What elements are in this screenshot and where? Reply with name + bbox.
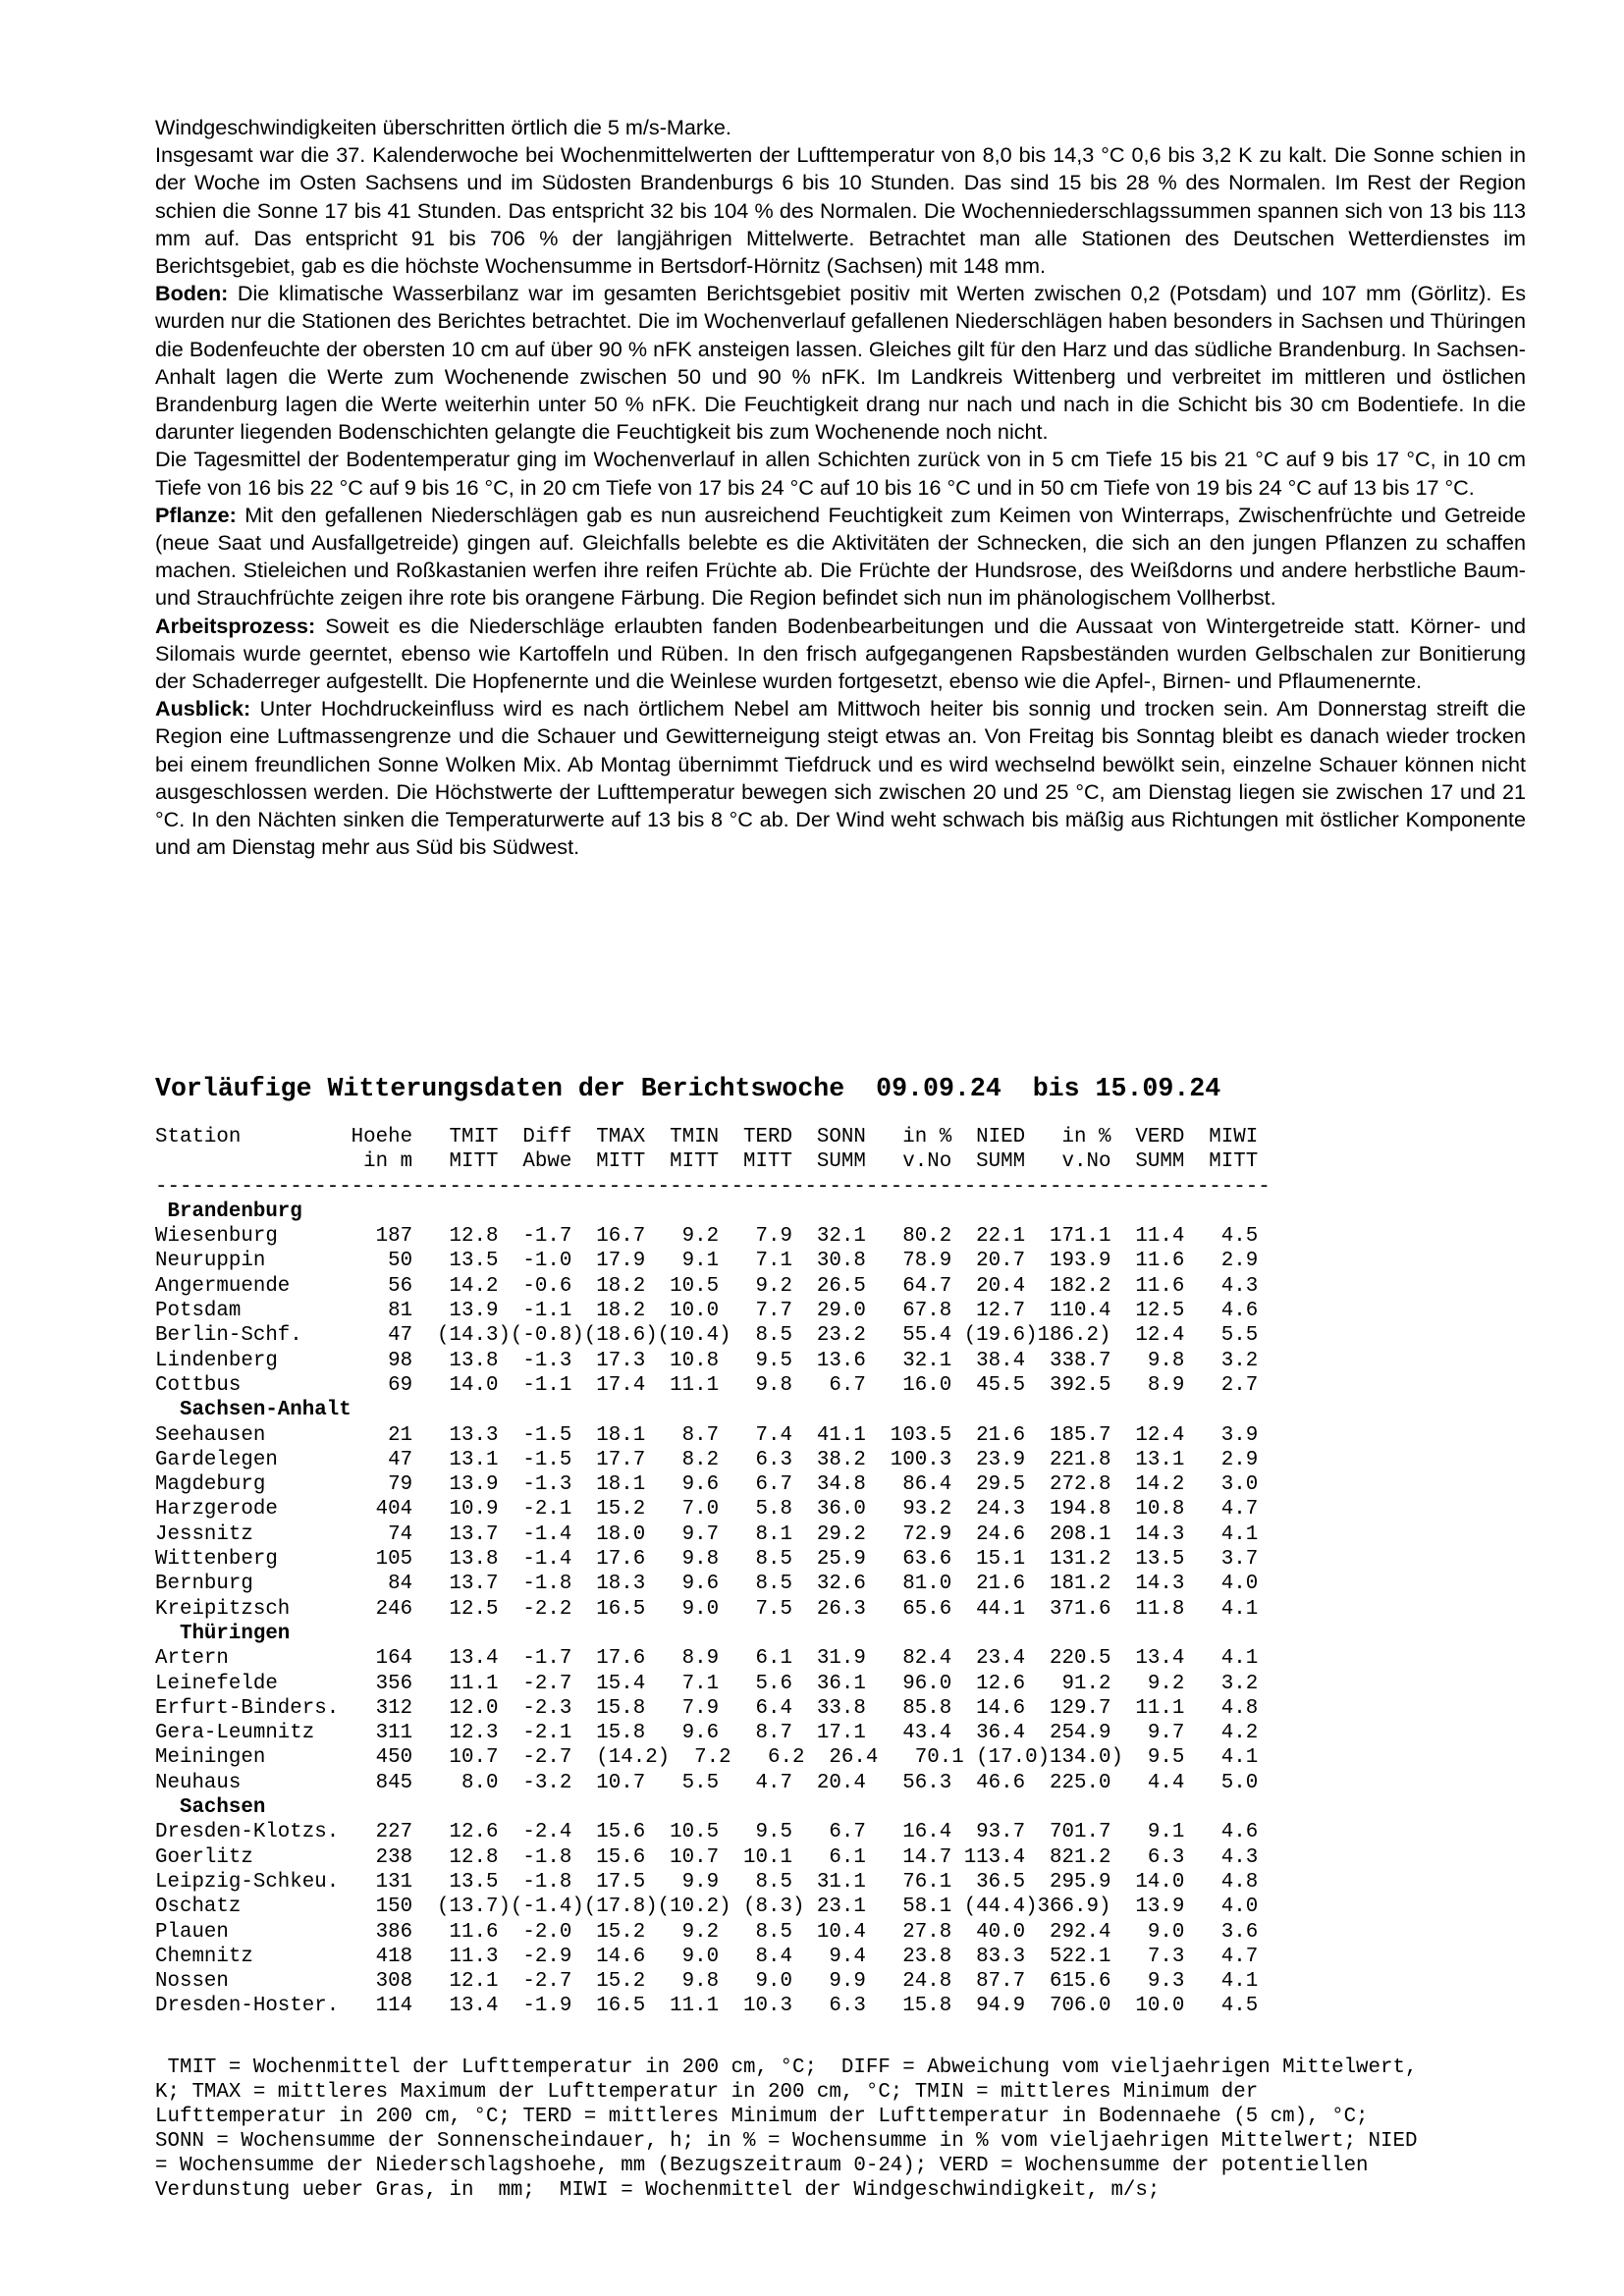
table-row: Wittenberg 105 13.8 -1.4 17.6 9.8 8.5 25.9 63.6 15.1 131.2 13.5 3.7 [155,1548,1259,1572]
table-row: Potsdam 81 13.9 -1.1 18.2 10.0 7.7 29.0 67.8 12.7 110.4 12.5 4.6 [155,1300,1259,1323]
table-group-header: Brandenburg [155,1200,302,1223]
table-row: Erfurt-Binders. 312 12.0 -2.3 15.8 7.9 6.4 33.8 85.8 14.6 129.7 11.1 4.8 [155,1696,1259,1720]
weather-data-table [155,1125,1271,2019]
table-group-header: Thüringen [155,1622,291,1645]
paragraph-text: Soweit es die Niederschläge erlaubten fanden Bodenbearbeitungen und die Aussaat von Wintergetreide statt. Körner- und Silomais wurde geerntet, ebenso wie Kartoffeln und Rüben. In den frisch aufgegangenen Rapsbeständen wurden Gelbschalen zur Bonitierung der Schaderreger aufgestellt. Die Hopfenernte und die Weinlese wurden fortgesetzt, ebenso wie die Apfel-, Birnen- und Pflaumenernte. [155,613,1526,694]
paragraph-heading: Arbeitsprozess: [155,613,316,638]
table-row: Bernburg 84 13.7 -1.8 18.3 9.6 8.5 32.6 81.0 21.6 181.2 14.3 4.0 [155,1573,1259,1596]
legend-line: TMIT = Wochenmittel der Lufttemperatur in 200 cm, °C; DIFF = Abweichung vom vieljaehrigen Mittelwert, [155,2056,1418,2079]
table-row: Goerlitz 238 12.8 -1.8 15.6 10.7 10.1 6.1 14.7 113.4 821.2 6.3 4.3 [155,1845,1259,1869]
table-row: Oschatz 150 (13.7)(-1.4)(17.8)(10.2) (8.3) 23.1 58.1 (44.4)366.9) 13.9 4.0 [155,1896,1259,1919]
report-paragraph [155,280,1526,446]
table-row: Dresden-Hoster. 114 13.4 -1.9 16.5 11.1 10.3 6.3 15.8 94.9 706.0 10.0 4.5 [155,1995,1259,2018]
table-row: Leipzig-Schkeu. 131 13.5 -1.8 17.5 9.9 8.5 31.1 76.1 36.5 295.9 14.0 4.8 [155,1870,1259,1894]
table-row: Seehausen 21 13.3 -1.5 18.1 8.7 7.4 41.1 103.5 21.6 185.7 12.4 3.9 [155,1423,1259,1447]
table-row: Neuruppin 50 13.5 -1.0 17.9 9.1 7.1 30.8 78.9 20.7 193.9 11.6 2.9 [155,1250,1259,1273]
table-group-header: Sachsen-Anhalt [155,1399,352,1422]
paragraph-text: Die Tagesmittel der Bodentemperatur ging im Wochenverlauf in allen Schichten zurück von in 5 cm Tiefe 15 bis 21 °C auf 9 bis 17 °C, in 10 cm Tiefe von 16 bis 22 °C auf 9 bis 16 °C, in 20 cm Tiefe von 17 bis 24 °C auf 10 bis 16 °C und in 50 cm Tiefe von 19 bis 24 °C auf 13 bis 17 °C. [155,447,1526,500]
legend-line: = Wochensumme der Niederschlagshoehe, mm (Bezugszeitraum 0-24); VERD = Wochensumme der potentiellen [155,2155,1369,2178]
table-row: Plauen 386 11.6 -2.0 15.2 9.2 8.5 10.4 27.8 40.0 292.4 9.0 3.6 [155,1920,1259,1944]
table-row: Nossen 308 12.1 -2.7 15.2 9.8 9.0 9.9 24.8 87.7 615.6 9.3 4.1 [155,1970,1259,1994]
table-row: Neuhaus 845 8.0 -3.2 10.7 5.5 4.7 20.4 56.3 46.6 225.0 4.4 5.0 [155,1771,1259,1794]
report-text [155,114,1526,861]
table-row: Station Hoehe TMIT Diff TMAX TMIN TERD SONN in % NIED in % VERD MIWI [155,1126,1259,1148]
legend-line: Lufttemperatur in 200 cm, °C; TERD = mittleres Minimum der Lufttemperatur in Bodennaehe (5 cm), °C; [155,2106,1369,2129]
table-legend [155,2056,1526,2204]
table-row: Angermuende 56 14.2 -0.6 18.2 10.5 9.2 26.5 64.7 20.4 182.2 11.6 4.3 [155,1274,1259,1298]
report-paragraph [155,114,1526,141]
report-paragraph [155,446,1526,501]
table-row: Artern 164 13.4 -1.7 17.6 8.9 6.1 31.9 82.4 23.4 220.5 13.4 4.1 [155,1647,1259,1671]
table-row: Berlin-Schf. 47 (14.3)(-0.8)(18.6)(10.4) 8.5 23.2 55.4 (19.6)186.2) 12.4 5.5 [155,1324,1259,1348]
report-paragraph [155,695,1526,861]
table-row: Lindenberg 98 13.8 -1.3 17.3 10.8 9.5 13.6 32.1 38.4 338.7 9.8 3.2 [155,1349,1259,1372]
table-row: Leinefelde 356 11.1 -2.7 15.4 7.1 5.6 36.1 96.0 12.6 91.2 9.2 3.2 [155,1672,1259,1695]
table-row: Harzgerode 404 10.9 -2.1 15.2 7.0 5.8 36.0 93.2 24.3 194.8 10.8 4.7 [155,1498,1259,1522]
table-group-header: Sachsen [155,1796,266,1820]
report-paragraph [155,613,1526,696]
table-row: Gardelegen 47 13.1 -1.5 17.7 8.2 6.3 38.2 100.3 23.9 221.8 13.1 2.9 [155,1448,1259,1471]
table-row: Wiesenburg 187 12.8 -1.7 16.7 9.2 7.9 32.1 80.2 22.1 171.1 11.4 4.5 [155,1225,1259,1249]
paragraph-text: Unter Hochdruckeinfluss wird es nach örtlichem Nebel am Mittwoch heiter bis sonnig und trocken sein. Am Donnerstag streift die Region eine Luftmassengrenze und die Schauer und Gewitterneigung steigt etwas an. Von Freitag bis Sonntag bleibt es danach wieder trocken bei einem freundlichen Sonne Wolken Mix. Ab Montag übernimmt Tiefdruck und es wird wechselnd bewölkt sein, einzelne Schauer können nicht ausgeschlossen werden. Die Höchstwerte der Lufttemperatur bewegen sich zwischen 20 und 25 °C, am Dienstag liegen sie zwischen 17 und 21 °C. In den Nächten sinken die Temperaturwerte auf 13 bis 8 °C ab. Der Wind weht schwach bis mäßig aus Richtungen mit östlicher Komponente und am Dienstag mehr aus Süd bis Südwest. [155,696,1526,860]
report-paragraph [155,502,1526,613]
table-row: Gera-Leumnitz 311 12.3 -2.1 15.8 9.6 8.7 17.1 43.4 36.4 254.9 9.7 4.2 [155,1722,1259,1745]
report-paragraph [155,141,1526,280]
table-row: Chemnitz 418 11.3 -2.9 14.6 9.0 8.4 9.4 23.8 83.3 522.1 7.3 4.7 [155,1945,1259,1968]
table-row: Dresden-Klotzs. 227 12.6 -2.4 15.6 10.5 9.5 6.7 16.4 93.7 701.7 9.1 4.6 [155,1821,1259,1844]
table-row: Meiningen 450 10.7 -2.7 (14.2) 7.2 6.2 26.4 70.1 (17.0)134.0) 9.5 4.1 [155,1746,1259,1770]
legend-line: K; TMAX = mittleres Maximum der Lufttemperatur in 200 cm, °C; TMIN = mittleres Minimum der [155,2081,1259,2105]
table-title: Vorläufige Witterungsdaten der Berichtswoche 09.09.24 bis 15.09.24 [155,1074,1221,1103]
paragraph-text: Insgesamt war die 37. Kalenderwoche bei Wochenmittelwerten der Lufttemperatur von 8,0 bis 14,3 °C 0,6 bis 3,2 K zu kalt. Die Sonne schien in der Woche im Osten Sachsens und im Südosten Brandenburgs 6 bis 10 Stunden. Das sind 15 bis 28 % des Normalen. Im Rest der Region schien die Sonne 17 bis 41 Stunden. Das entspricht 32 bis 104 % des Normalen. Die Wochenniederschlagssummen spannen sich von 13 bis 113 mm auf. Das entspricht 91 bis 706 % der langjährigen Mittelwerte. Betrachtet man alle Stationen des Deutschen Wetterdienstes im Berichtsgebiet, gab es die höchste Wochensumme in Bertsdorf-Hörnitz (Sachsen) mit 148 mm. [155,142,1526,279]
legend-line: SONN = Wochensumme der Sonnenscheindauer, h; in % = Wochensumme in % vom vieljaehrigen Mittelwert; NIED [155,2130,1418,2154]
paragraph-text: Windgeschwindigkeiten überschritten örtlich die 5 m/s-Marke. [155,115,731,139]
table-row: Cottbus 69 14.0 -1.1 17.4 11.1 9.8 6.7 16.0 45.5 392.5 8.9 2.7 [155,1373,1259,1397]
table-row: Jessnitz 74 13.7 -1.4 18.0 9.7 8.1 29.2 72.9 24.6 208.1 14.3 4.1 [155,1522,1259,1546]
table-row: Magdeburg 79 13.9 -1.3 18.1 9.6 6.7 34.8 86.4 29.5 272.8 14.2 3.0 [155,1473,1259,1497]
paragraph-heading: Ausblick: [155,696,251,721]
table-row: ------------------------------------------------------------------------------------------- [155,1175,1271,1199]
legend-line: Verdunstung ueber Gras, in mm; MIWI = Wochenmittel der Windgeschwindigkeit, m/s; [155,2179,1161,2203]
paragraph-text: Mit den gefallenen Niederschlägen gab es nun ausreichend Feuchtigkeit zum Keimen von Winterraps, Zwischenfrüchte und Getreide (neue Saat und Ausfallgetreide) gingen auf. Gleichfalls belebte es die Aktivitäten der Schnecken, die sich an den jungen Pflanzen zu schaffen machen. Stieleichen und Roßkastanien werfen ihre reifen Früchte ab. Die Früchte der Hundsrose, des Weißdorns und andere herbstliche Baum- und Strauchfrüchte zeigen ihre rote bis orangene Färbung. Die Region befindet sich nun im phänologischem Vollherbst. [155,502,1526,611]
paragraph-heading: Boden: [155,281,229,306]
paragraph-heading: Pflanze: [155,502,237,527]
paragraph-text: Die klimatische Wasserbilanz war im gesamten Berichtsgebiet positiv mit Werten zwischen 0,2 (Potsdam) und 107 mm (Görlitz). Es wurden nur die Stationen des Berichtes betrachtet. Die im Wochenverlauf gefallenen Niederschlägen haben besonders in Sachsen und Thüringen die Bodenfeuchte der obersten 10 cm auf über 90 % nFK ansteigen lassen. Gleiches gilt für den Harz und das südliche Brandenburg. In Sachsen-Anhalt lagen die Werte zum Wochenende zwischen 50 und 90 % nFK. Im Landkreis Wittenberg und verbreitet im mittleren und östlichen Brandenburg lagen die Werte weiterhin unter 50 % nFK. Die Feuchtigkeit drang nur nach und nach in die Schicht bis 30 cm Bodentiefe. In die darunter liegenden Bodenschichten gelangte die Feuchtigkeit bis zum Wochenende noch nicht. [155,281,1527,445]
table-row: in m MITT Abwe MITT MITT MITT SUMM v.No SUMM v.No SUMM MITT [155,1150,1259,1174]
table-row: Kreipitzsch 246 12.5 -2.2 16.5 9.0 7.5 26.3 65.6 44.1 371.6 11.8 4.1 [155,1597,1259,1621]
